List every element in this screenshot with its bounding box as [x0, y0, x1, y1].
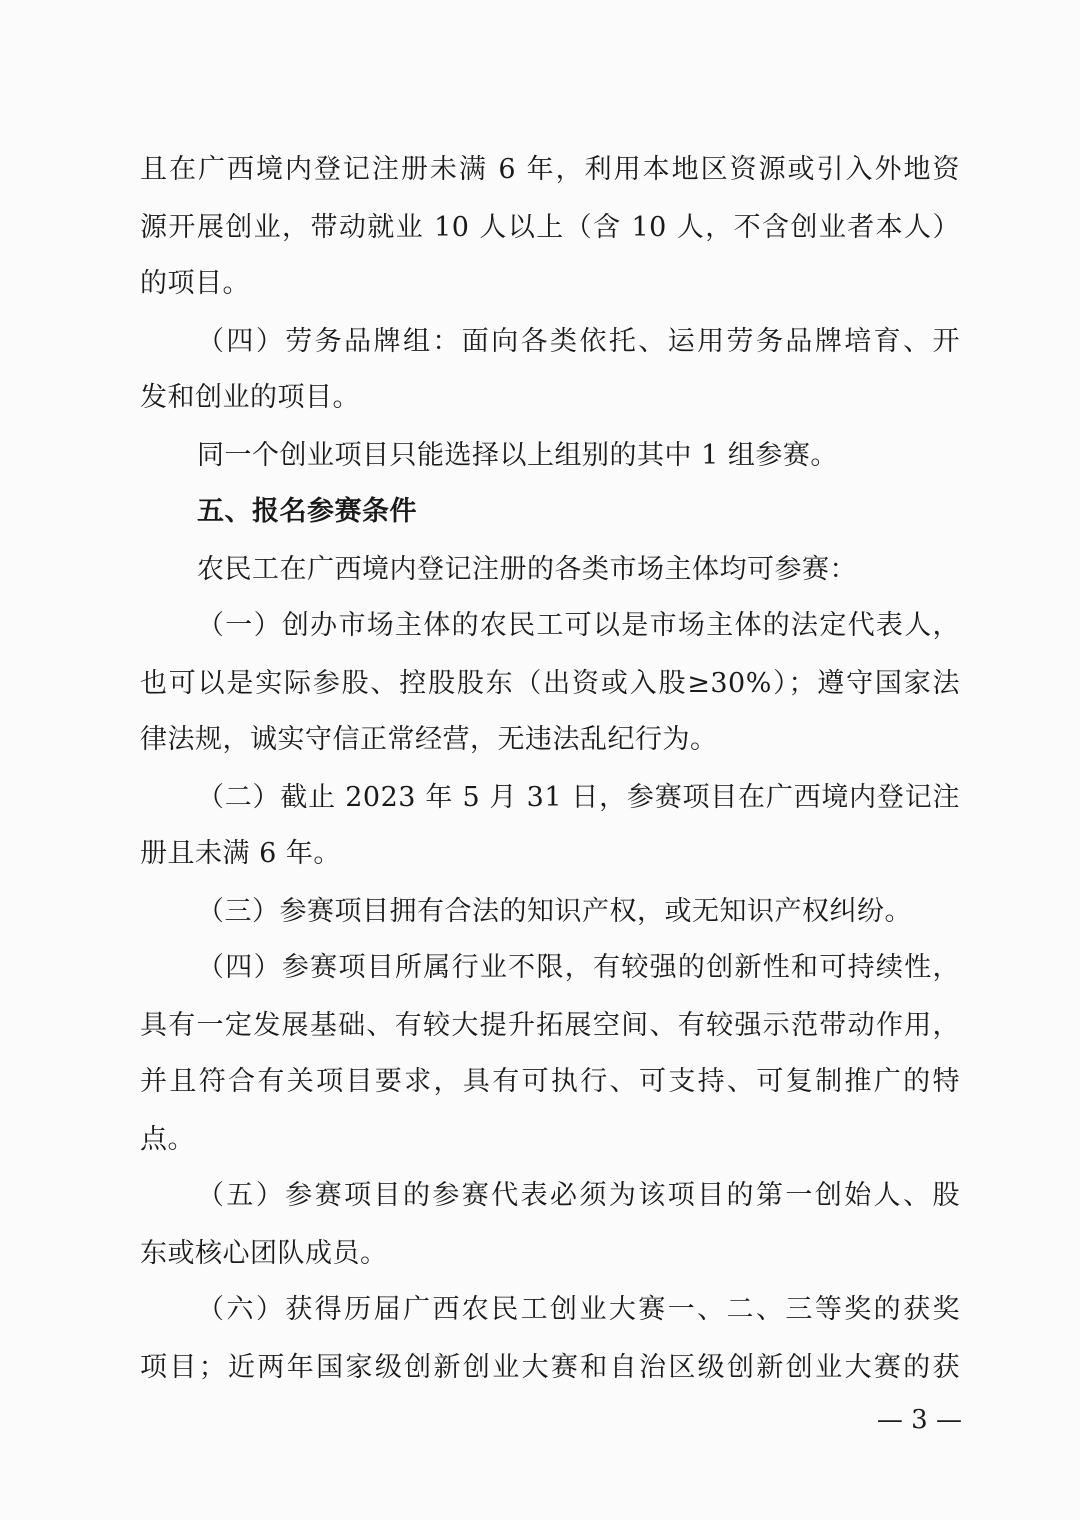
- text-line-17: 并且符合有关项目要求，具有可执行、可支持、可复制推广的特: [140, 1066, 960, 1097]
- page-number: — 3 —: [876, 1405, 962, 1435]
- paragraph-single-group-note: 同一个创业项目只能选择以上组别的其中 1 组参赛。: [197, 440, 838, 471]
- paragraph-condition-6: （六）获得历届广西农民工创业大赛一、二、三等奖的获奖: [197, 1294, 960, 1325]
- text-line-11: 律法规，诚实守信正常经营，无违法乱纪行为。: [140, 724, 718, 755]
- text-line-1: 且在广西境内登记注册未满 6 年，利用本地区资源或引入外地资: [140, 154, 960, 185]
- text-line-22: 项目；近两年国家级创新创业大赛和自治区级创新创业大赛的获: [140, 1352, 960, 1383]
- paragraph-start-group-4: （四）劳务品牌组：面向各类依托、运用劳务品牌培育、开: [197, 326, 960, 357]
- text-line-10: 也可以是实际参股、控股股东（出资或入股≥30%）；遵守国家法: [140, 668, 960, 699]
- text-line-16: 具有一定发展基础、有较大提升拓展空间、有较强示范带动作用，: [140, 1010, 960, 1041]
- text-line-2: 源开展创业，带动就业 10 人以上（含 10 人，不含创业者本人）: [140, 212, 960, 243]
- text-line-18: 点。: [140, 1124, 195, 1155]
- text-line-20: 东或核心团队成员。: [140, 1238, 388, 1269]
- text-line-3: 的项目。: [140, 268, 250, 299]
- text-line-5: 发和创业的项目。: [140, 382, 360, 413]
- paragraph-condition-5: （五）参赛项目的参赛代表必须为该项目的第一创始人、股: [197, 1180, 960, 1211]
- paragraph-condition-3: （三）参赛项目拥有合法的知识产权，或无知识产权纠纷。: [197, 896, 912, 927]
- section-heading-5: 五、报名参赛条件: [197, 496, 417, 527]
- paragraph-condition-1: （一）创办市场主体的农民工可以是市场主体的法定代表人，: [197, 610, 960, 641]
- paragraph-condition-2: （二）截止 2023 年 5 月 31 日，参赛项目在广西境内登记注: [197, 782, 960, 813]
- paragraph-condition-4: （四）参赛项目所属行业不限，有较强的创新性和可持续性，: [197, 952, 960, 983]
- paragraph-eligibility-intro: 农民工在广西境内登记注册的各类市场主体均可参赛：: [197, 554, 857, 585]
- text-line-13: 册且未满 6 年。: [140, 838, 341, 869]
